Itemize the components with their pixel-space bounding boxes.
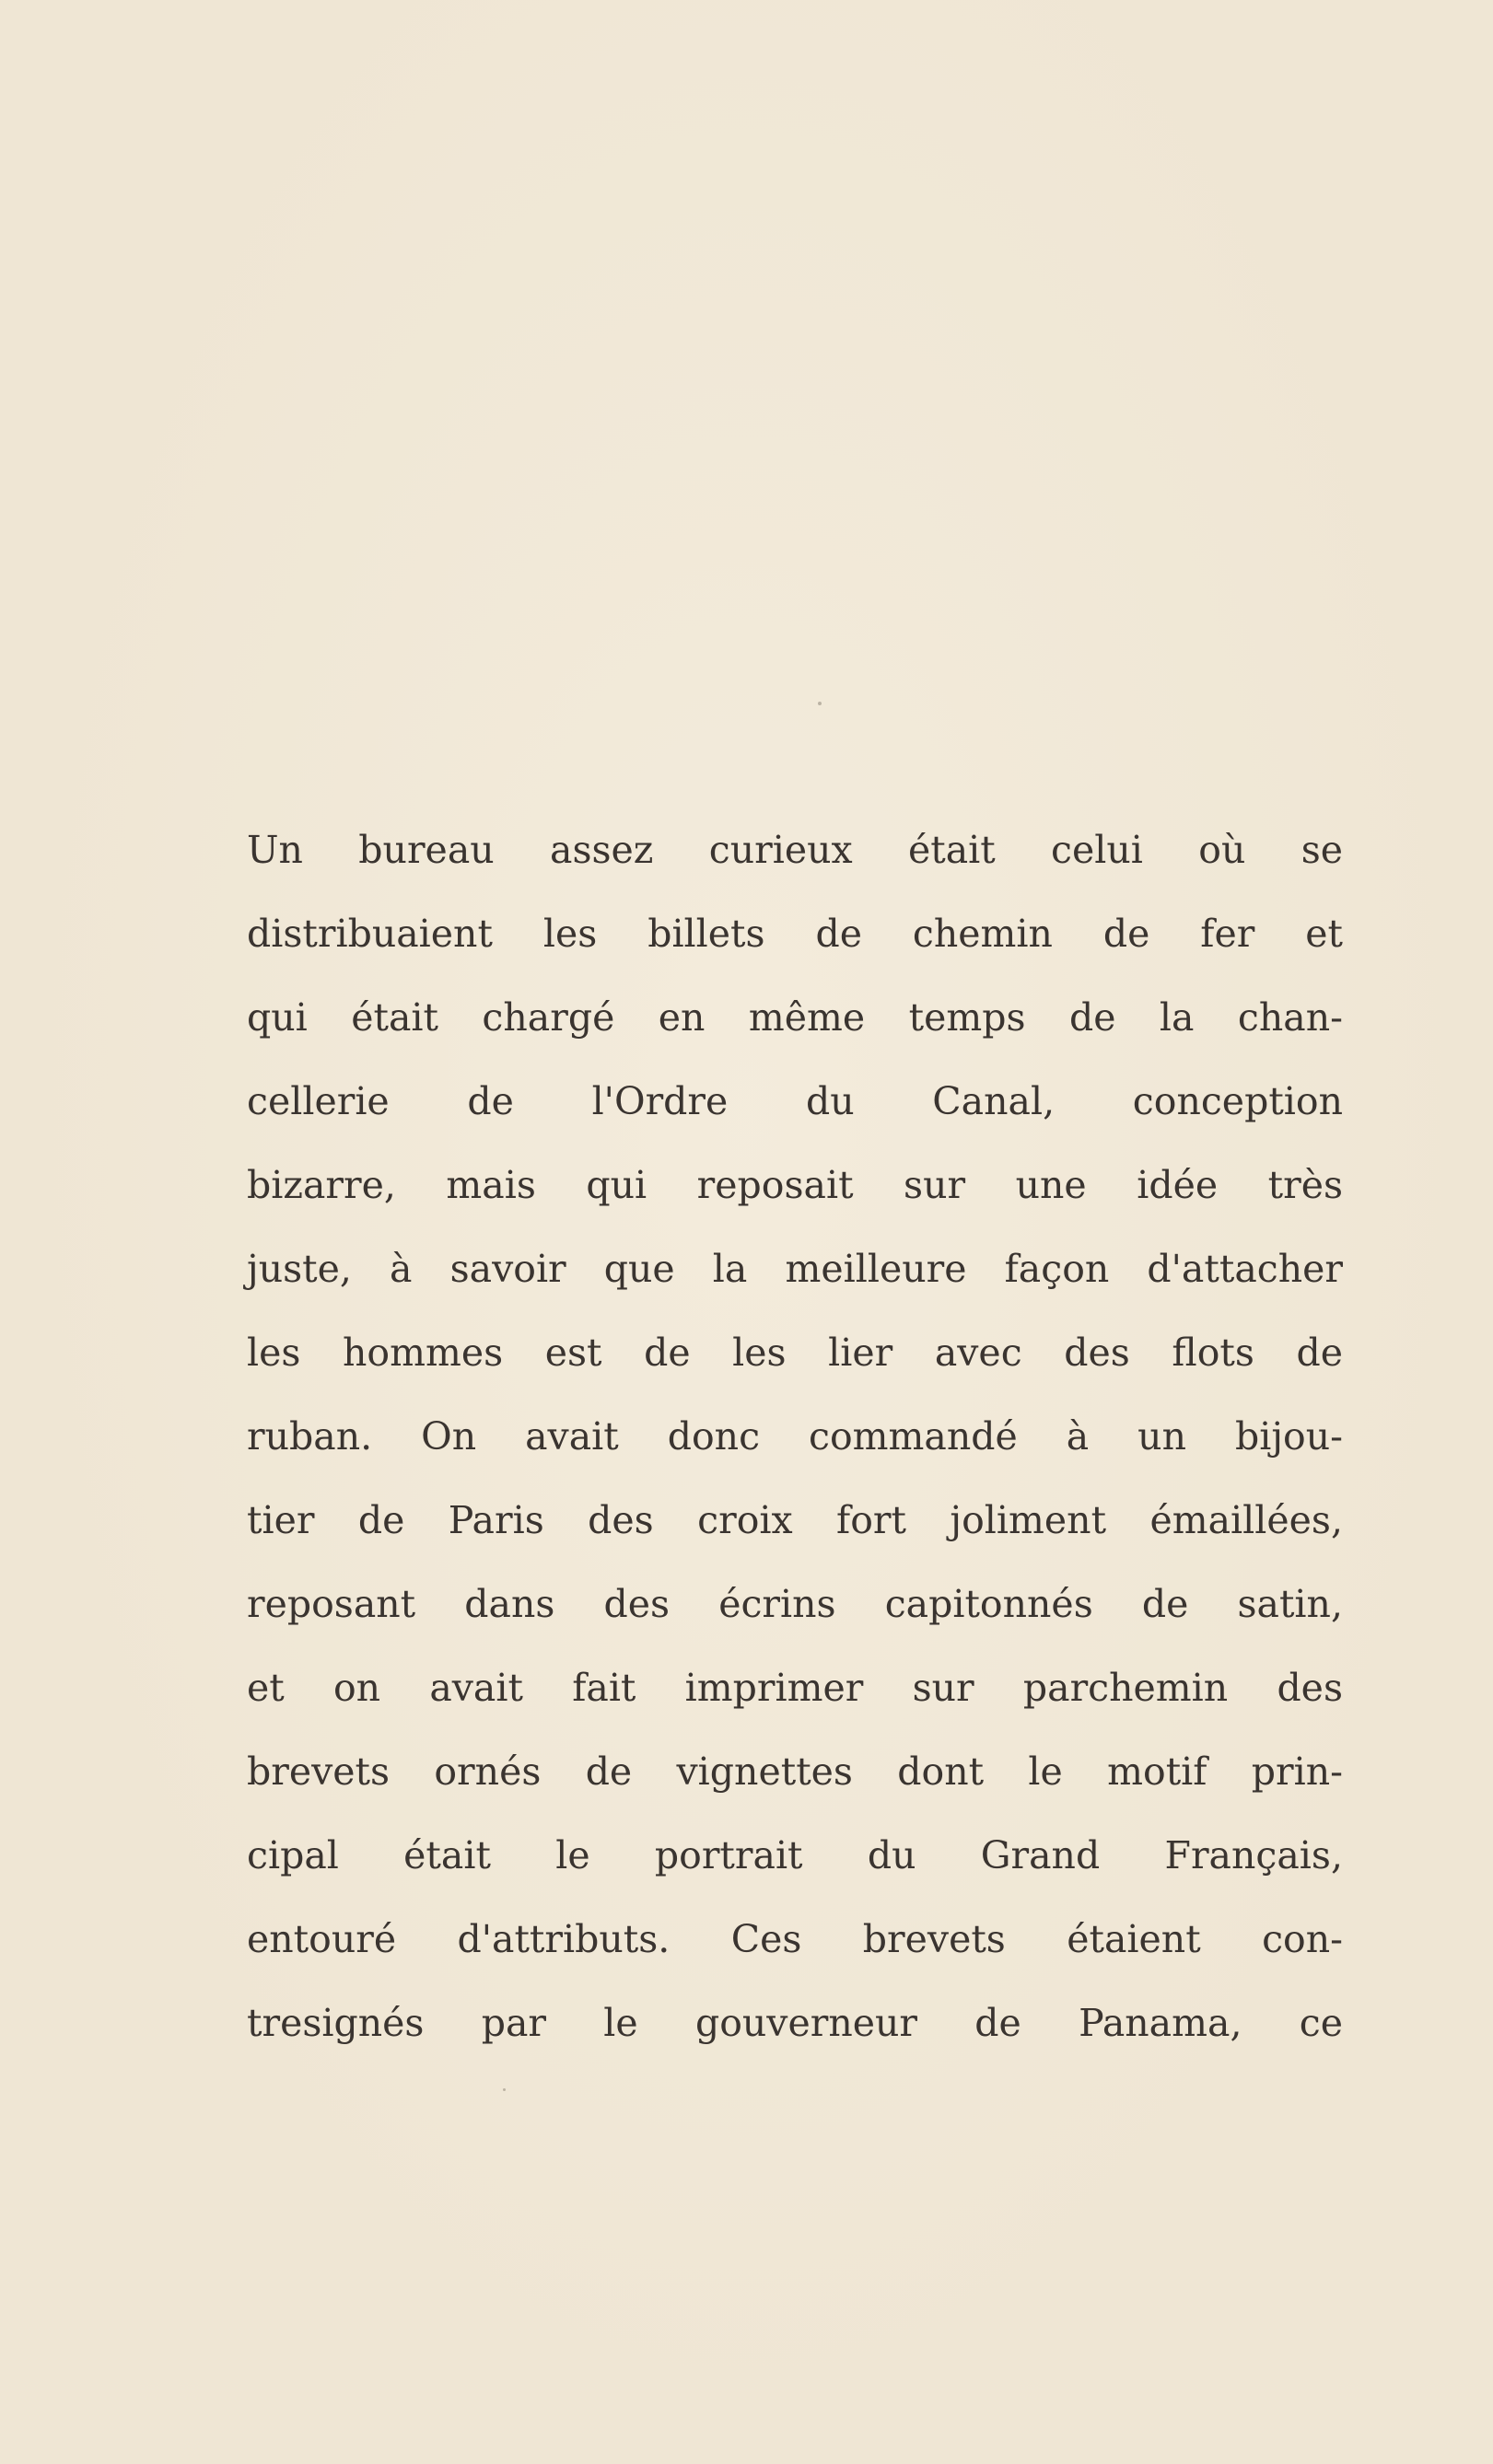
text-line: tresignés par le gouverneur de Panama, ce: [247, 2001, 1343, 2045]
text-line: les hommes est de les lier avec des flots de: [247, 1331, 1343, 1375]
text-line: et on avait fait imprimer sur parchemin des: [247, 1666, 1343, 1710]
text-line: entouré d'attributs. Ces brevets étaient con-: [247, 1917, 1343, 1961]
paper-speck: [818, 702, 822, 705]
text-line: brevets ornés de vignettes dont le motif prin-: [247, 1749, 1343, 1794]
body-text: [247, 808, 1343, 2065]
paper-speck: [503, 2088, 506, 2091]
text-line: ruban. On avait donc commandé à un bijou-: [247, 1414, 1343, 1459]
text-line: Un bureau assez curieux était celui où se: [247, 828, 1343, 872]
text-line: reposant dans des écrins capitonnés de satin,: [247, 1582, 1343, 1626]
text-line: juste, à savoir que la meilleure façon d'attacher: [247, 1247, 1343, 1291]
text-line: bizarre, mais qui reposait sur une idée très: [247, 1163, 1343, 1207]
text-line: distribuaient les billets de chemin de fer et: [247, 912, 1343, 956]
text-line: cipal était le portrait du Grand Français,: [247, 1833, 1343, 1877]
text-line: cellerie de l'Ordre du Canal, conception: [247, 1079, 1343, 1123]
text-line: qui était chargé en même temps de la chan-: [247, 995, 1343, 1040]
text-line: tier de Paris des croix fort joliment émaillées,: [247, 1498, 1343, 1542]
